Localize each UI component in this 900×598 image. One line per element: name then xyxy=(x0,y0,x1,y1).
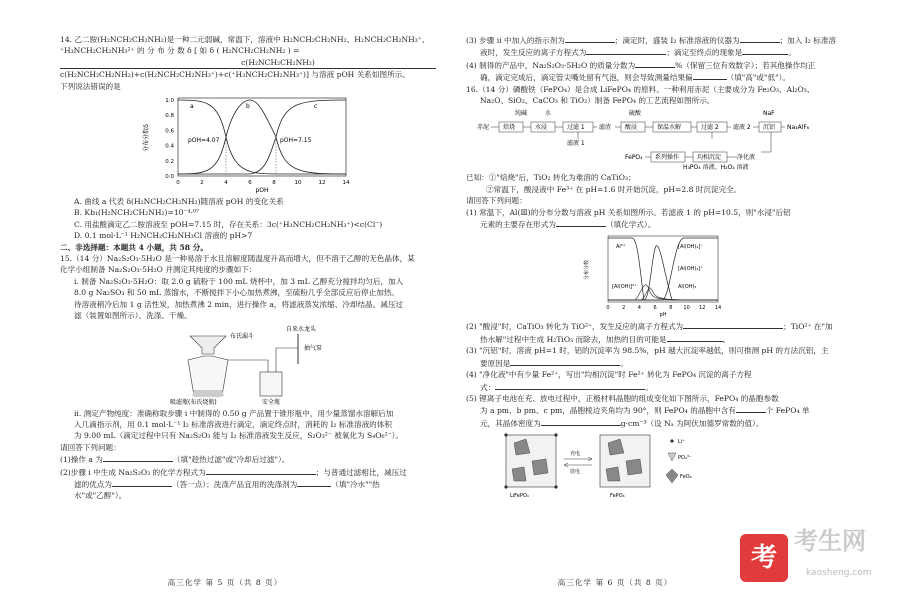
label-al3: Al³⁺ xyxy=(616,244,626,251)
q15-ii2: 入几滴指示剂，用 0.1 mol·L⁻¹ I₂ 标准溶液进行滴定，滴定终点时，消耗的 I₂ 标准溶液的体积 xyxy=(74,419,392,429)
label-safe: 安全瓶 xyxy=(262,398,281,406)
q16-known2: ②常温下，酸浸液中 Fe³⁺ 在 pH=1.6 时开始沉淀，pH=2.8 时沉淀完全。 xyxy=(486,184,742,194)
q15-s3a: (3) 步骤 ii 中加入的指示剂为 xyxy=(466,36,565,45)
legend-feo6-icon xyxy=(666,469,678,483)
chart1-xtick: 12 xyxy=(318,180,326,187)
crystal-cell-diagram xyxy=(496,431,756,501)
legend-li-icon xyxy=(670,440,673,443)
chart1-ytick: 0.6 xyxy=(165,128,174,135)
suction-filter-apparatus xyxy=(148,324,348,406)
q16-s5c: 个 FePO₄ 单 xyxy=(765,406,810,416)
q15-i4: 滤（装置如图所示）、洗涤、干燥。 xyxy=(74,311,192,321)
q14-line5: 下列说法错误的是 xyxy=(60,81,121,91)
watermark-logo: 考 xyxy=(740,534,788,582)
flask-liquid xyxy=(192,390,224,396)
q16-s2b: ；TiO²⁺ 在"加 xyxy=(783,322,833,332)
q15-s2 xyxy=(60,466,436,478)
label-fepo4: FePO₄ xyxy=(610,493,625,500)
flow-n14: 系列操作 xyxy=(655,154,680,162)
chart2-xtick: 10 xyxy=(683,305,690,312)
chart2-xtick: 2 xyxy=(622,305,626,312)
safety-bottle xyxy=(260,372,282,396)
q16-s5e: g·cm⁻³（设 Nₐ 为阿伏加德罗常数的值）。 xyxy=(620,418,764,428)
q15-ii1: ii. 测定产物纯度：准确称取步骤 i 中制得的 0.50 g 产品置于锥形瓶中，用少量蒸馏水溶解后加 xyxy=(74,408,394,418)
li-dot-1 xyxy=(504,434,507,437)
curve-aloh3 xyxy=(608,246,718,300)
blank-q15-3[interactable] xyxy=(112,478,172,487)
chart1-ytick: 0.4 xyxy=(165,143,174,150)
q15-i1: i. 制备 Na₂S₂O₃·5H₂O：取 2.0 g 硫粉于 100 mL 烧杯中，加 3 mL 乙醇充分搅拌均匀后，加入 xyxy=(74,276,404,286)
q14-line3: c(H₂NCH₂CH₂NH₂) xyxy=(241,57,315,67)
q16-s5-3 xyxy=(466,417,844,429)
charge-arrows xyxy=(564,457,592,467)
q16-s5d: 元，其晶体密度为 xyxy=(480,418,541,428)
flow-n2: 焙烧 xyxy=(503,124,516,132)
q16-s3b: 要原因是 xyxy=(480,358,511,368)
q16-s1: (1) 常温下，Al(Ⅲ)的分布分数与溶液 pH 关系如图所示。若滤液 1 的 pH=10.5，则"水浸"后铝 xyxy=(466,207,791,217)
distribution-chart-1 xyxy=(138,94,358,194)
chart2-xlabel: pH xyxy=(659,312,667,319)
blank-q16-5[interactable] xyxy=(495,381,645,390)
flow-n10: 沉铝 xyxy=(763,124,776,132)
q14-line2: ⁺H₃NCH₂CH₂NH₃²⁺ 的 分 布 分 数 δ [ 如 δ ( H₂NCH₂CH₂NH₂ ) = xyxy=(60,46,300,56)
process-flow-diagram xyxy=(475,108,835,170)
flow-n1: 赤泥 xyxy=(477,124,490,132)
q15-s3c: ；加入 I₂ 标准溶 xyxy=(779,36,837,45)
q15-s4-2 xyxy=(466,71,844,83)
q16-s4b: 式： xyxy=(480,382,496,392)
q16-s3: (3) "沉铝"时，溶液 pH=1 时，铝的沉淀率为 98.5%，pH 越大沉淀率越低，则可推测 pH 的方法沉铝，主 xyxy=(466,346,829,356)
blank-q15-7[interactable] xyxy=(586,46,666,55)
blank-q15-10[interactable] xyxy=(693,71,727,80)
page-6 xyxy=(450,0,900,598)
q15-s2a: (2)步骤 i 中生成 Na₂S₂O₃ 的化学方程式为 xyxy=(60,467,206,477)
flow-n7: 保温水解 xyxy=(657,124,682,132)
q16-s1c: （填化学式）。 xyxy=(605,220,656,230)
q15-s2e: （填"冷水""热 xyxy=(331,479,380,489)
flow-n13: FePO₄ xyxy=(625,154,643,162)
blank-q16-2[interactable] xyxy=(683,320,783,329)
q15-s4b: %（保留三位有效数字）；若其他操作均正 xyxy=(675,60,816,70)
flow-n4: 过滤 1 xyxy=(567,124,585,132)
left-column xyxy=(60,34,436,502)
q15-s4d: （填"高"或"低"）。 xyxy=(726,73,790,83)
chart1-xtick: 8 xyxy=(272,180,276,187)
flow-n17: H₃PO₄ 溶液、H₂O₂ 溶液 xyxy=(683,164,749,171)
watermark-url: kaosheng.com xyxy=(806,568,872,578)
blank-q16-4[interactable] xyxy=(510,357,620,366)
q15-s3e: ；滴定至终点的现象是 xyxy=(666,48,743,58)
q16-s2 xyxy=(466,320,844,332)
blank-q15-4[interactable] xyxy=(297,478,331,487)
chart1-ann-1: pOH=4.07 xyxy=(188,137,220,145)
flow-n9: 滤液 2 xyxy=(733,124,751,132)
q15-s2-2 xyxy=(60,478,436,490)
q14-opt-d: D. 0.1 mol·L⁻¹ H₂NCH₂CH₂NH₃Cl 溶液的 pH>7 xyxy=(74,231,253,241)
chart2-xtick: 12 xyxy=(699,305,706,312)
flow-n5: 滤渣 xyxy=(599,124,612,132)
legend-po4-icon xyxy=(668,453,676,461)
blank-q15-1[interactable] xyxy=(103,453,173,462)
q15-s2d: （答一点）；洗涤产品宜用的洗涤剂为 xyxy=(171,479,298,489)
label-b: b xyxy=(246,103,250,111)
q15-s3d: 液时，发生反应的离子方程式为 xyxy=(480,48,587,58)
blank-q16-6[interactable] xyxy=(736,404,766,413)
q15-p1: 15.（14 分）Na₂S₂O₃·5H₂O 是一种易溶于水且溶解度随温度升高而增大，但不溶于乙醇的无色晶体，某 xyxy=(60,254,415,264)
label-discharge: 放电 xyxy=(570,469,581,476)
q14-opt-b: B. Kb₁(H₂NCH₂CH₂NH₂)=10⁻⁴·⁰⁷ xyxy=(74,208,200,218)
legend-li: Li⁺ xyxy=(678,439,685,446)
q16-ask: 请回答下列问题： xyxy=(466,196,527,206)
blank-q15-6[interactable] xyxy=(740,34,780,43)
chart1-ytick: 0.2 xyxy=(165,158,174,165)
li-dot-4 xyxy=(554,486,557,489)
label-lifepo4: LiFePO₄ xyxy=(510,493,529,500)
li-dot-3 xyxy=(504,486,507,489)
q15-s3f: 。 xyxy=(788,48,796,58)
q15-p2: 化学小组制备 Na₂S₂O₃·5H₂O 并测定其纯度的步骤如下： xyxy=(60,265,257,275)
chart2-ylabel: 分布分数 xyxy=(584,260,590,281)
q16-s5b: 为 a pm、b pm、c pm，晶胞棱边夹角均为 90°，则 FePO₄ 的晶胞中含有 xyxy=(480,406,736,416)
blank-q15-5[interactable] xyxy=(565,34,615,43)
chart1-ytick: 1.0 xyxy=(165,98,174,105)
q16-s5-2 xyxy=(466,404,844,416)
q16-s4c: 。 xyxy=(645,382,653,392)
q15-i3: 待溶液稍冷后加 1 g 活性炭，加热煮沸 2 min，进行操作 a，将滤液蒸发浓缩、冷却结晶、减压过 xyxy=(74,299,404,309)
q16-p2: Na₂O、SiO₂、CaCO₃ 和 TiO₂）制备 FePO₄ 的工艺流程如图所示。 xyxy=(480,96,715,106)
q15-s3-2 xyxy=(466,46,844,58)
tube-2 xyxy=(276,348,298,372)
q16-known1: 已知：①"焙烧"后，TiO₂ 转化为难溶的 CaTiO₃； xyxy=(466,173,636,183)
q16-s2-2 xyxy=(466,333,844,345)
al-distribution-chart xyxy=(580,232,730,318)
q16-s1b: 元素的主要存在形式为 xyxy=(480,220,556,230)
flow-n3: 水浸 xyxy=(535,124,548,132)
q15-s4 xyxy=(466,59,844,71)
chart1-xtick: 2 xyxy=(200,180,204,187)
label-charge: 充电 xyxy=(570,451,581,458)
q16-s4-2 xyxy=(466,381,844,393)
q15-ii3: 为 9.00 mL（滴定过程中只有 Na₂S₂O₃ 能与 I₂ 标准溶液发生反应，S₂O₃²⁻ 被氧化为 S₄O₆²⁻）。 xyxy=(74,431,404,441)
label-aloh: [Al(OH)]²⁺ xyxy=(612,284,637,291)
kaosheng-watermark xyxy=(734,527,886,588)
chart1-ytick: 0.0 xyxy=(165,174,174,181)
label-aloh3: Al(OH)₃ xyxy=(678,284,697,291)
q15-ask: 请回答下列问题： xyxy=(60,442,121,452)
footer-page-5: 高三化学 第 5 页（共 8 页） xyxy=(167,577,283,587)
q15-s3b: ；滴定时，盛装 I₂ 标准溶液的仪器为 xyxy=(614,36,740,45)
q15-s1b: （填"趁热过滤"或"冷却后过滤"）。 xyxy=(172,455,290,465)
label-aloh4: [Al(OH)₄]⁻ xyxy=(678,244,703,251)
chart2-xtick: 4 xyxy=(637,305,641,312)
legend-po4: PO₄³⁻ xyxy=(678,455,692,462)
section-2-title: 二、非选择题：本题共 4 小题，共 58 分。 xyxy=(60,242,208,252)
q15-s2c: 滤的优点为 xyxy=(74,479,112,489)
blank-q15-2[interactable] xyxy=(206,466,316,475)
flow-top-water: 水 xyxy=(545,110,552,118)
watermark-text: 考生网 xyxy=(794,527,866,555)
q16-s4: (4) "净化液"中有少量 Fe²⁺，写出"均相沉淀"时 Fe²⁺ 转化为 FePO₄ 沉淀的离子方程 xyxy=(466,370,752,380)
chart1-ann-2: pOH=7.15 xyxy=(280,137,312,145)
label-funnel: 布氏漏斗 xyxy=(230,332,255,340)
blank-q15-8[interactable] xyxy=(742,46,788,55)
q16-p1: 16.（14 分）磷酸铁（FePO₄）是合成 LiFePO₄ 的原料。一种利用赤泥（主要成分为 Fe₂O₃、Al₂O₃、 xyxy=(466,84,815,94)
flow-top-naf: NaF xyxy=(763,110,775,118)
chart1-ytick: 0.8 xyxy=(165,113,174,120)
label-a: a xyxy=(190,103,194,111)
label-pump: 抽气泵 xyxy=(304,344,323,352)
q14-line4: c(H₂NCH₂CH₂NH₂)+c(H₂NCH₂CH₂NH₃⁺)+c(⁺H₃NCH₂CH₂NH₃⁺)] 与溶液 pOH 关系如图所示。 xyxy=(60,68,436,80)
flow-n16: 净化液 xyxy=(737,154,756,162)
q14-opt-a: A. 曲线 a 代表 δ(H₂NCH₂CH₂NH₂)随溶液 pOH 的变化关系 xyxy=(74,197,284,207)
q14-line1: 14. 乙二胺(H₂NCH₂CH₂NH₂)是一种二元弱碱，常温下，溶液中 H₂NCH₂CH₂NH₂、H₂NCH₂CH₂NH₃⁺、 xyxy=(60,35,430,44)
q15-s3 xyxy=(466,34,844,46)
q15-s2-3: 水"或"乙醇"）。 xyxy=(74,491,127,501)
flow-arrows xyxy=(491,127,785,157)
q15-s1a: (1)操作 a 为 xyxy=(60,455,103,465)
flow-n15: 均相沉淀 xyxy=(697,154,722,162)
blank-q16-7[interactable] xyxy=(541,417,621,426)
label-aloh2: [Al(OH)₂]⁺ xyxy=(678,266,703,273)
flow-top-jian: 纯碱 xyxy=(515,110,528,118)
q16-s3-2 xyxy=(466,357,844,369)
chart2-xtick: 14 xyxy=(714,305,722,312)
chart1-xtick: 6 xyxy=(248,180,252,187)
chart2-xtick: 6 xyxy=(653,305,657,312)
chart2-xtick: 8 xyxy=(669,305,673,312)
chart1-xtick: 0 xyxy=(176,180,180,187)
q16-s2c: 热水解"过程中生成 H₂TiO₃ 而除去，加热的目的可能是 xyxy=(480,334,667,344)
q15-s4a: (4) 制得的产品中，Na₂S₂O₃·5H₂O 的质量分数为 xyxy=(466,60,636,70)
q16-s3c: 。 xyxy=(620,358,628,368)
q16-s2a: (2) "酸浸"时，CaTiO₃ 转化为 TiO²⁺，发生反应的离子方程式为 xyxy=(466,322,684,332)
q14-opt-c: C. 用盐酸滴定乙二胺溶液至 pOH=7.15 时，存在关系：3c(⁺H₃NCH₂CH₂NH₃⁺)<c(Cl⁻) xyxy=(74,219,383,229)
q16-s5: (5) 锂离子电池在充、放电过程中，正极材料晶胞的组成变化如下图所示，FePO₄ 的晶胞参数 xyxy=(466,393,779,403)
flow-n8: 过滤 2 xyxy=(701,124,719,132)
blank-q15-9[interactable] xyxy=(635,59,675,68)
label-c: c xyxy=(314,103,318,111)
right-column xyxy=(466,34,844,503)
flow-n6: 酸浸 xyxy=(625,124,638,132)
q15-s2b: ；与普通过滤相比，减压过 xyxy=(315,467,407,477)
label-flask: 吸滤瓶(布氏烧瓶) xyxy=(170,398,217,406)
blank-q16-3[interactable] xyxy=(667,333,723,342)
flow-top-acid: 硫酸 xyxy=(629,110,642,118)
q15-s4c: 确，滴定完成后，滴定管尖嘴处留有气泡，则会导致测量结果偏 xyxy=(480,73,693,83)
chart2-xtick: 0 xyxy=(606,305,610,312)
li-dot-2 xyxy=(554,434,557,437)
chart1-ylabel: 分布分数δ xyxy=(143,124,150,152)
q16-s1-2 xyxy=(466,218,844,230)
legend-feo6: FeO₆ xyxy=(680,474,692,481)
blank-q16-1[interactable] xyxy=(556,218,606,227)
chart1-xlabel: pOH xyxy=(255,187,269,195)
chart1-xtick: 4 xyxy=(224,180,228,187)
label-tap: 自来水龙头 xyxy=(286,325,317,333)
footer-page-6: 高三化学 第 6 页（共 8 页） xyxy=(557,577,673,587)
q15-i2: 8.0 g Na₂SO₃ 和 50 mL 蒸馏水，不断搅拌下小心加热煮沸，至硫粉几乎全部反应后停止加热。 xyxy=(74,288,400,298)
flow-n12: 滤液 1 xyxy=(567,140,585,148)
q15-s1 xyxy=(60,453,436,465)
flow-n11: Na₃AlF₆ xyxy=(787,124,810,132)
q16-s2d: 。 xyxy=(722,334,731,344)
buchner-funnel xyxy=(190,336,226,354)
chart1-xtick: 14 xyxy=(342,180,350,187)
chart1-xtick: 10 xyxy=(294,180,302,187)
